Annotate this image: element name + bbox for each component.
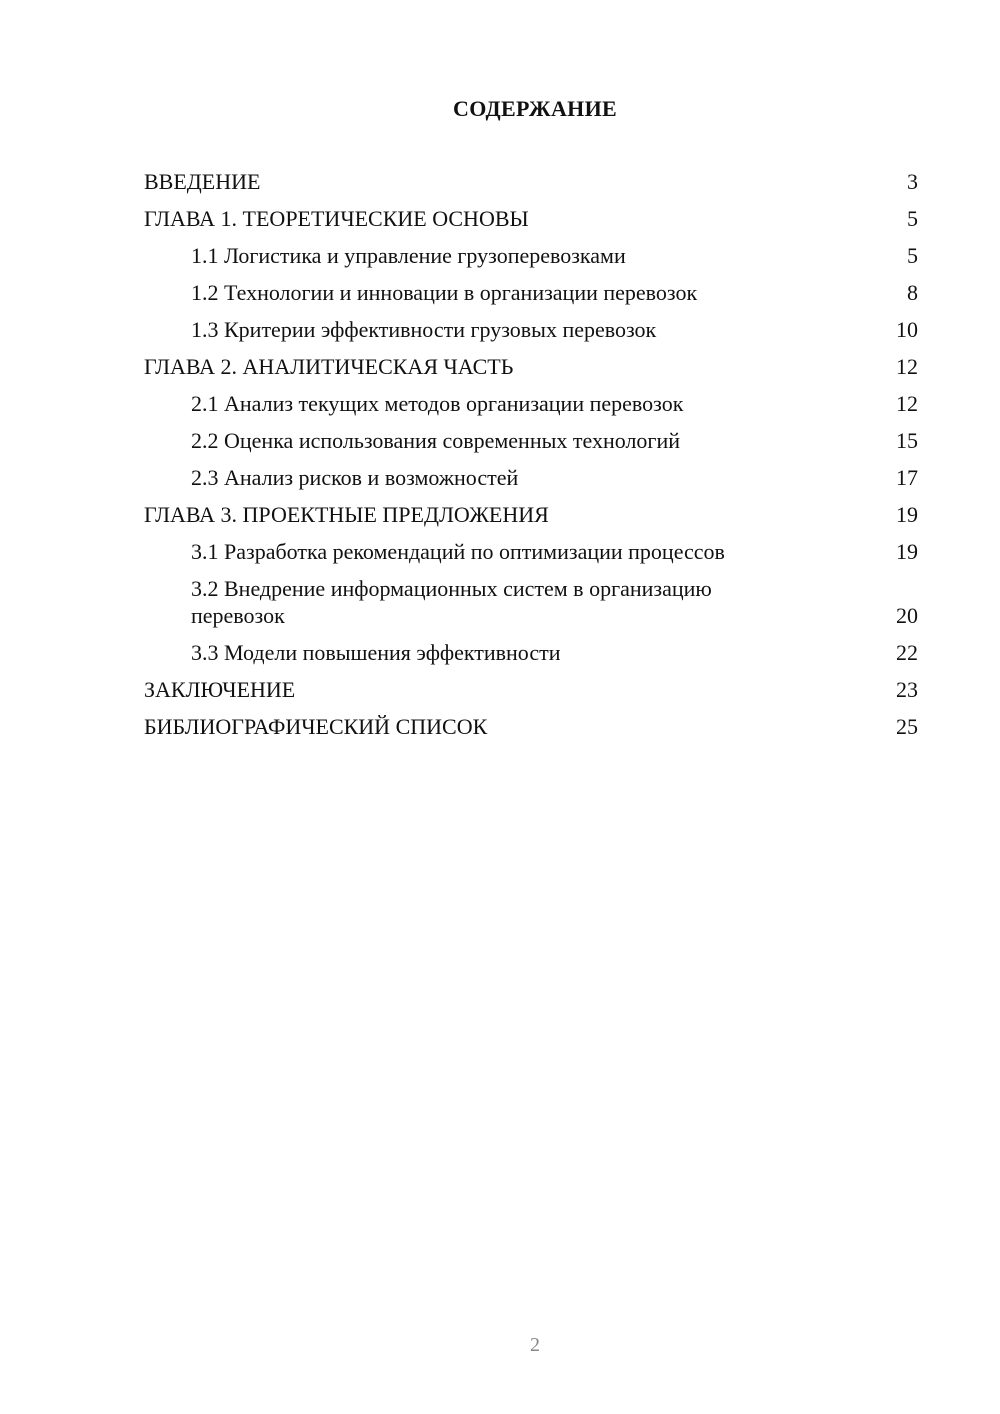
toc-entry-label: ГЛАВА 1. ТЕОРЕТИЧЕСКИЕ ОСНОВЫ [144,206,529,231]
toc-entry-label: ВВЕДЕНИЕ [144,169,261,194]
toc-entry[interactable] [144,538,918,565]
page-title: СОДЕРЖАНИЕ [453,96,617,121]
toc-entry-label: ГЛАВА 2. АНАЛИТИЧЕСКАЯ ЧАСТЬ [144,354,514,379]
toc-entry-page: 20 [896,603,918,628]
toc-entry-page: 23 [896,677,918,702]
toc-entry[interactable] [144,427,918,454]
page-number: 2 [530,1334,540,1356]
toc-entry-page: 25 [896,714,918,739]
toc-entry[interactable] [144,713,918,740]
toc-entry-page: 5 [907,206,918,231]
toc-entry[interactable] [144,676,918,703]
toc-entry-label: 3.1 Разработка рекомендаций по оптимизации процессов [191,539,725,564]
toc-entry-page: 5 [907,243,918,268]
toc-entry-label: 3.2 Внедрение информационных систем в организацию перевозок [191,576,712,628]
toc-entry-page: 12 [896,391,918,416]
toc-entry[interactable] [144,353,918,380]
table-of-contents [144,168,918,750]
toc-entry-page: 10 [896,317,918,342]
toc-entry-label: 3.3 Модели повышения эффективности [191,640,561,665]
toc-entry-page: 19 [896,502,918,527]
toc-entry-label: 2.1 Анализ текущих методов организации перевозок [191,391,684,416]
toc-entry-page: 8 [907,280,918,305]
toc-entry[interactable] [144,390,918,417]
toc-entry[interactable] [144,464,918,491]
toc-entry-label: 1.3 Критерии эффективности грузовых перевозок [191,317,657,342]
toc-entry-label: 2.3 Анализ рисков и возможностей [191,465,519,490]
toc-entry-label: БИБЛИОГРАФИЧЕСКИЙ СПИСОК [144,714,488,739]
toc-entry[interactable] [144,242,918,269]
toc-entry[interactable] [144,639,918,666]
toc-entry-page: 15 [896,428,918,453]
toc-entry[interactable] [144,316,918,343]
toc-entry-label: 2.2 Оценка использования современных технологий [191,428,680,453]
toc-entry[interactable] [144,501,918,528]
toc-entry[interactable] [144,205,918,232]
toc-entry-label: 1.1 Логистика и управление грузоперевозками [191,243,626,268]
toc-entry-label: ГЛАВА 3. ПРОЕКТНЫЕ ПРЕДЛОЖЕНИЯ [144,502,549,527]
toc-entry-page: 22 [896,640,918,665]
toc-entry-label: 1.2 Технологии и инновации в организации перевозок [191,280,698,305]
toc-entry-page: 17 [896,465,918,490]
toc-entry-label: ЗАКЛЮЧЕНИЕ [144,677,296,702]
toc-entry-page: 12 [896,354,918,379]
toc-entry-page: 3 [907,169,918,194]
toc-entry-page: 19 [896,539,918,564]
toc-entry[interactable] [144,575,918,629]
toc-entry[interactable] [144,168,918,195]
toc-entry[interactable] [144,279,918,306]
